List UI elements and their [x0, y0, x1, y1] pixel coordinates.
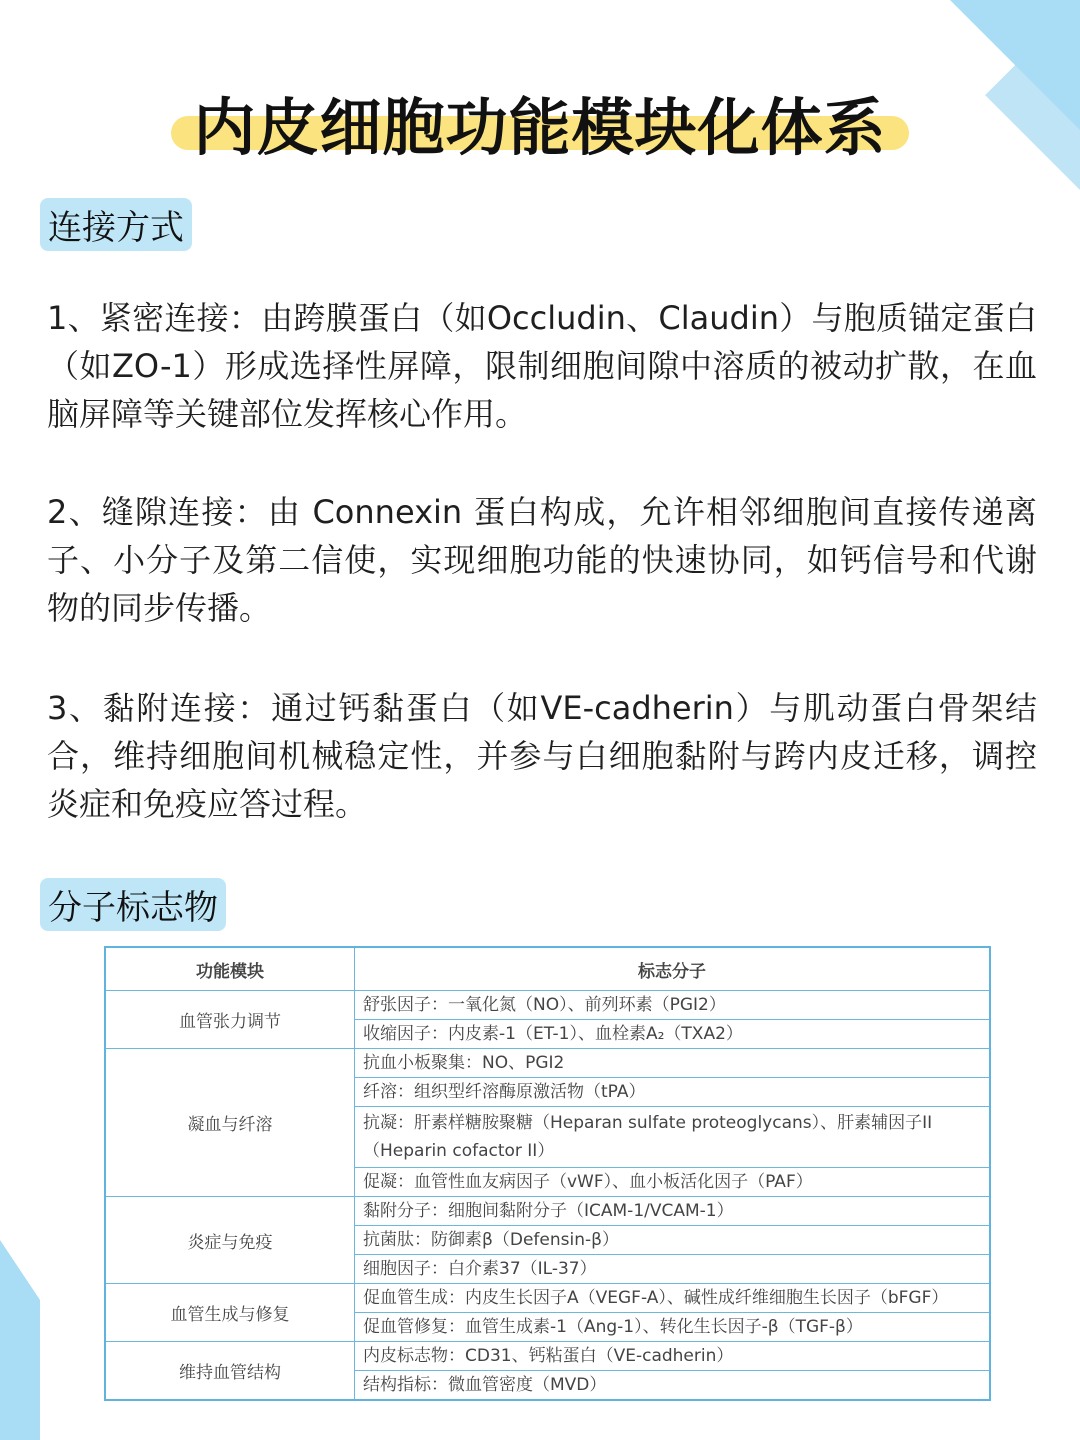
marker-cell: 舒张因子：一氧化氮（NO）、前列环素（PGI2） — [355, 991, 991, 1020]
marker-cell: 抗血小板聚集：NO、PGI2 — [355, 1049, 991, 1078]
marker-cell: 黏附分子：细胞间黏附分子（ICAM-1/VCAM-1） — [355, 1197, 991, 1226]
table-header-row — [105, 947, 990, 991]
marker-cell: 抗菌肽：防御素β（Defensin-β） — [355, 1226, 991, 1255]
module-cell: 凝血与纤溶 — [105, 1049, 355, 1197]
marker-cell: 促血管修复：血管生成素-1（Ang-1）、转化生长因子-β（TGF-β） — [355, 1313, 991, 1342]
table-row — [105, 1197, 990, 1226]
marker-cell: 促血管生成：内皮生长因子A（VEGF-A）、碱性成纤维细胞生长因子（bFGF） — [355, 1284, 991, 1313]
module-cell: 血管张力调节 — [105, 991, 355, 1049]
paragraph-gap-junction: 2、缝隙连接：由 Connexin 蛋白构成，允许相邻细胞间直接传递离子、小分子及第二信使，实现细胞功能的快速协同，如钙信号和代谢物的同步传播。 — [47, 493, 1037, 627]
marker-table — [104, 946, 991, 1401]
table-row — [105, 1342, 990, 1371]
corner-decoration-bottom-left — [0, 1240, 40, 1440]
title-area — [0, 78, 1080, 167]
marker-cell: 收缩因子：内皮素-1（ET-1）、血栓素A₂（TXA2） — [355, 1020, 991, 1049]
table-row — [105, 1284, 990, 1313]
marker-cell: 细胞因子：白介素37（IL-37） — [355, 1255, 991, 1284]
table-row — [105, 1049, 990, 1078]
module-cell: 血管生成与修复 — [105, 1284, 355, 1342]
marker-cell: 结构指标：微血管密度（MVD） — [355, 1371, 991, 1401]
section-label-connections: 连接方式 — [40, 198, 192, 251]
marker-cell: 抗凝：肝素样糖胺聚糖（Heparan sulfate proteoglycans）、肝素辅因子II（Heparin cofactor II） — [355, 1107, 991, 1168]
module-cell: 炎症与免疫 — [105, 1197, 355, 1284]
marker-cell: 纤溶：组织型纤溶酶原激活物（tPA） — [355, 1078, 991, 1107]
marker-cell: 促凝：血管性血友病因子（vWF）、血小板活化因子（PAF） — [355, 1168, 991, 1197]
header-markers: 标志分子 — [355, 947, 991, 991]
header-module: 功能模块 — [105, 947, 355, 991]
page-title: 内皮细胞功能模块化体系 — [171, 78, 908, 167]
paragraph-tight-junction: 1、紧密连接：由跨膜蛋白（如Occludin、Claudin）与胞质锚定蛋白（如ZO-1）形成选择性屏障，限制细胞间隙中溶质的被动扩散，在血脑屏障等关键部位发挥核心作用。 — [47, 299, 1037, 433]
marker-cell: 内皮标志物：CD31、钙粘蛋白（VE-cadherin） — [355, 1342, 991, 1371]
paragraph-adherens-junction: 3、黏附连接：通过钙黏蛋白（如VE-cadherin）与肌动蛋白骨架结合，维持细胞间机械稳定性，并参与白细胞黏附与跨内皮迁移，调控炎症和免疫应答过程。 — [47, 689, 1037, 823]
module-cell: 维持血管结构 — [105, 1342, 355, 1401]
table-row — [105, 991, 990, 1020]
section-label-markers: 分子标志物 — [40, 878, 226, 931]
